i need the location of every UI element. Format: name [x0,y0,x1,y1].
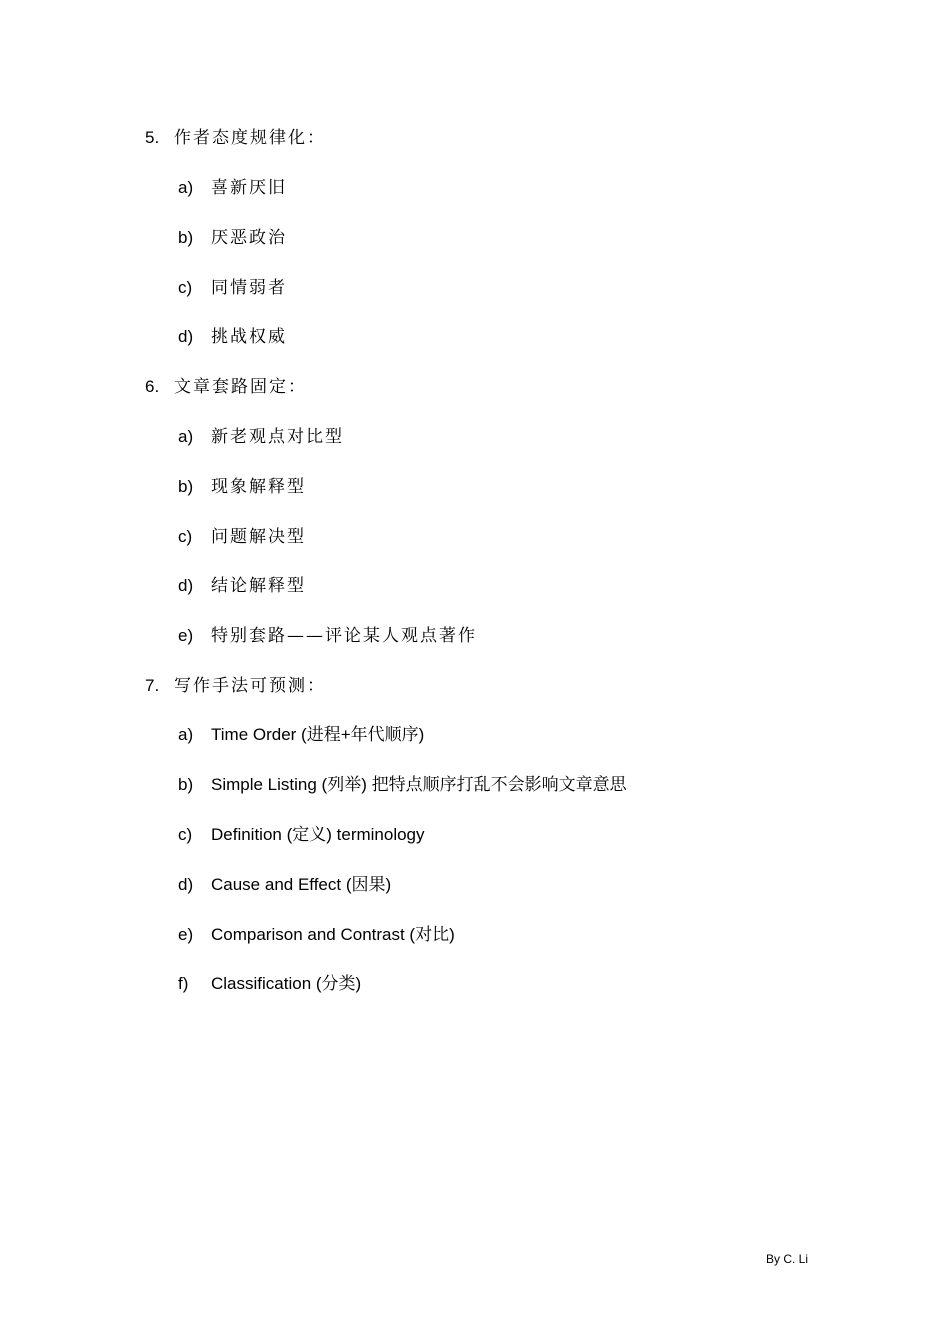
item-text: Definition (定义) terminology [211,825,425,844]
item-text: 问题解决型 [211,527,306,547]
item-text: 结论解释型 [211,576,306,596]
item-text: 厌恶政治 [211,228,287,248]
item-text: 同情弱者 [211,278,287,298]
item-text: 挑战权威 [211,327,287,347]
section-title: 作者态度规律化： [174,128,326,148]
item-text: Simple Listing (列举) 把特点顺序打乱不会影响文章意思 [211,775,627,794]
item-label: b) [178,228,194,247]
item-text: 特别套路——评论某人观点著作 [211,626,477,646]
item-text: 新老观点对比型 [211,427,344,447]
item-label: b) [178,775,194,794]
footer-author: By C. Li [766,1252,809,1266]
item-label: e) [178,925,194,944]
item-text: 喜新厌旧 [211,178,287,198]
item-label: c) [178,825,193,844]
item-label: d) [178,327,194,346]
item-text: 现象解释型 [211,477,306,497]
item-text: Classification (分类) [211,974,362,993]
item-label: a) [178,178,194,197]
item-text: Time Order (进程+年代顺序) [211,725,425,744]
section-number: 5. [145,128,160,147]
section-number: 7. [145,676,160,695]
section-title: 写作手法可预测： [174,676,326,696]
item-label: d) [178,875,194,894]
item-label: e) [178,626,194,645]
item-label: b) [178,477,194,496]
item-label: a) [178,725,194,744]
item-label: a) [178,427,194,446]
section-number: 6. [145,377,160,396]
item-text: Comparison and Contrast (对比) [211,925,455,944]
item-label: d) [178,576,194,595]
item-text: Cause and Effect (因果) [211,875,392,894]
section-title: 文章套路固定： [174,377,307,397]
item-label: f) [178,974,189,993]
item-label: c) [178,278,193,297]
item-label: c) [178,527,193,546]
